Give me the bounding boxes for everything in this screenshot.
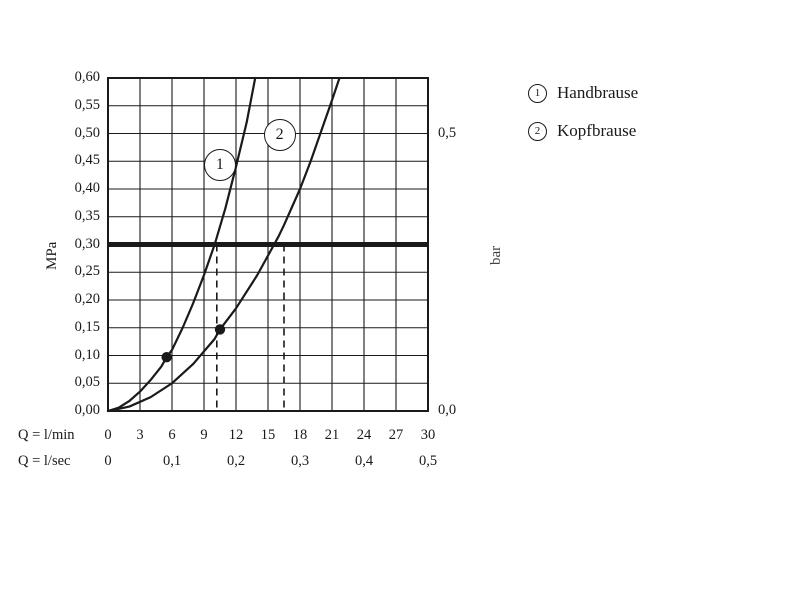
legend-item-kopfbrause xyxy=(528,116,638,146)
y-axis-label-left: MPa xyxy=(44,241,60,270)
operating-point-handbrause xyxy=(161,352,171,362)
x-tick-lpm-8: 24 xyxy=(356,427,372,443)
legend-label-kopfbrause: Kopfbrause xyxy=(557,121,637,140)
y-tick-left-0: 0,60 xyxy=(74,69,100,85)
y-tick-left-6: 0,30 xyxy=(74,235,100,252)
y-tick-left-8: 0,20 xyxy=(74,291,100,307)
x-tick-lpm-10: 30 xyxy=(420,427,436,443)
x-tick-lpm-7: 21 xyxy=(324,427,340,443)
y-tick-right-12: 0,0 xyxy=(438,402,457,418)
x-tick-lsec-5: 0,5 xyxy=(418,453,438,469)
y-tick-left-12: 0,00 xyxy=(74,402,100,418)
x-tick-lpm-0: 0 xyxy=(104,427,112,443)
y-tick-left-7: 0,25 xyxy=(74,263,100,280)
y-tick-left-4: 0,40 xyxy=(74,180,100,196)
operating-point-kopfbrause xyxy=(215,324,225,334)
x-tick-lpm-4: 12 xyxy=(228,427,244,443)
callout-marker-2: 2 xyxy=(264,119,296,151)
callout-marker-1: 1 xyxy=(204,149,236,181)
legend-label-handbrause: Handbrause xyxy=(557,83,639,102)
y-axis-label-right: bar xyxy=(488,245,504,265)
y-tick-left-1: 0,55 xyxy=(74,96,100,113)
y-tick-left-11: 0,05 xyxy=(74,374,100,391)
x-tick-lpm-1: 3 xyxy=(136,427,144,443)
y-tick-left-5: 0,35 xyxy=(74,207,100,224)
y-tick-left-9: 0,15 xyxy=(74,318,100,335)
legend-marker-1-icon: 1 xyxy=(528,84,547,103)
operating-points xyxy=(161,324,225,362)
x-tick-lpm-5: 15 xyxy=(260,427,276,443)
x-tick-lsec-4: 0,4 xyxy=(354,453,374,469)
x-tick-lpm-6: 18 xyxy=(292,427,308,443)
y-tick-left-10: 0,10 xyxy=(74,346,100,363)
x-tick-lsec-0: 0 xyxy=(104,453,112,469)
x-tick-lsec-1: 0,1 xyxy=(162,453,182,469)
legend xyxy=(528,78,638,154)
legend-marker-2-icon: 2 xyxy=(528,122,547,141)
x-tick-lpm-2: 6 xyxy=(168,427,176,443)
x-tick-lsec-2: 0,2 xyxy=(226,453,246,469)
y-tick-right-11: 0,5 xyxy=(438,124,457,141)
y-tick-left-2: 0,50 xyxy=(74,124,100,141)
x-tick-lpm-3: 9 xyxy=(200,427,208,443)
x-axis-label-lsec: Q = l/sec xyxy=(18,453,71,469)
legend-item-handbrause xyxy=(528,78,638,108)
x-axis-label-lpm: Q = l/min xyxy=(18,427,75,443)
x-tick-lsec-3: 0,3 xyxy=(290,453,310,469)
y-tick-left-3: 0,45 xyxy=(74,152,100,169)
x-tick-lpm-9: 27 xyxy=(388,427,404,443)
